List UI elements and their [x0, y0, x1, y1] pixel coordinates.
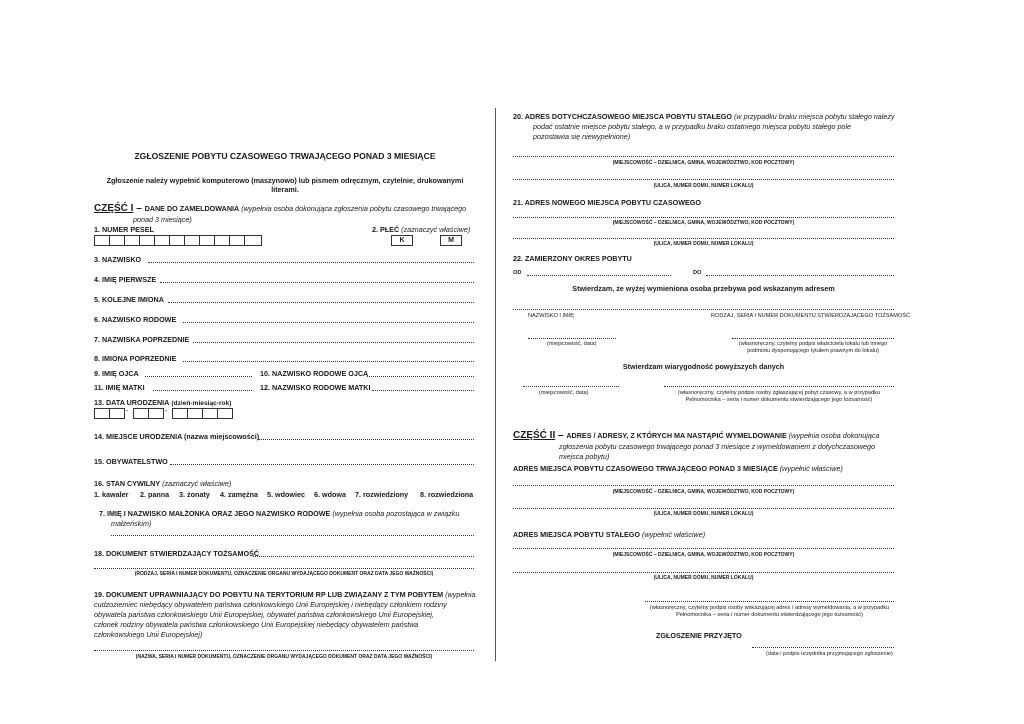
civil-option[interactable]: 3. żonaty — [179, 490, 210, 499]
perm-address-label: ADRES MIEJSCA POBYTU STAŁEGO — [513, 530, 640, 539]
citizenship-label: 15. OBYWATELSTWO — [94, 457, 168, 466]
id-doc-field-2[interactable] — [94, 568, 474, 569]
owner-id-caption: RODZAJ, SERIA I NUMER DOKUMENTU STWIERDZAJĄCEGO TOŻSAMOŚĆ — [711, 313, 911, 319]
birth-place-field[interactable] — [258, 439, 474, 440]
pesel-digit[interactable] — [199, 235, 215, 246]
owner-signature-field[interactable] — [732, 338, 894, 339]
owner-place-date-field[interactable] — [528, 338, 616, 339]
next-names-field[interactable] — [168, 302, 474, 303]
residence-note-3: obywatela państwa członkowskiego Unii Europejskiej, obywatel państwa członkowskiego Unii Europejskiej, — [94, 610, 434, 619]
residence-doc-label: 19. DOKUMENT UPRAWNIAJĄCY DO POBYTU NA TERYTORIUM RP LUB ZWIĄZANY Z TYM POBYTEM — [94, 590, 444, 599]
perm-locality-caption: (MIEJSCOWOŚĆ – DZIELNICA, GMINA, WOJEWÓDZTWO, KOD POCZTOWY) — [612, 552, 795, 558]
residence-note-2: cudzoziemiec niebędący obywatelem państwa członkowskiego Unii Europejskiej i niebędący członkiem rodziny — [94, 600, 447, 609]
pesel-digit[interactable] — [109, 235, 125, 246]
applicant-signature-field[interactable] — [664, 386, 894, 387]
part2-heading: CZĘŚĆ II — [513, 430, 556, 441]
new-locality-field[interactable] — [513, 217, 894, 218]
residence-note-5: członkowskiego Unii Europejskiej) — [94, 630, 203, 639]
spouse-field[interactable] — [111, 535, 474, 536]
pesel-digit[interactable] — [124, 235, 140, 246]
date-separator: - — [165, 408, 168, 415]
prev-names-field[interactable] — [183, 361, 474, 362]
confirm-owner-text: Stwierdzam, że wyżej wymieniona osoba przebywa pod wskazanym adresem — [572, 284, 835, 293]
period-from-field[interactable] — [527, 275, 671, 276]
date-digit[interactable] — [217, 408, 233, 419]
accepted-label: ZGŁOSZENIE PRZYJĘTO — [656, 631, 742, 640]
date-digit[interactable] — [133, 408, 149, 419]
permanent-locality-caption: (MIEJSCOWOŚĆ – DZIELNICA, GMINA, WOJEWÓDZTWO, KOD POCZTOWY) — [612, 160, 795, 166]
birth-place-label: 14. MIEJSCE URODZENIA (nazwa miejscowości) — [94, 432, 260, 441]
temp-street-field[interactable] — [513, 508, 894, 509]
period-to-field[interactable] — [706, 275, 894, 276]
form-title: ZGŁOSZENIE POBYTU CZASOWEGO TRWAJĄCEGO PONAD 3 MIESIĄCE — [134, 151, 436, 161]
period-to-label: DO — [693, 270, 702, 276]
column-divider — [495, 108, 496, 661]
temp-locality-caption: (MIEJSCOWOŚĆ – DZIELNICA, GMINA, WOJEWÓDZTWO, KOD POCZTOWY) — [612, 489, 795, 495]
family-name-field[interactable] — [183, 322, 474, 323]
spouse-line — [99, 509, 459, 518]
civil-status-note: (zaznaczyć właściwe) — [162, 479, 232, 488]
confirm-data-text: Stwierdzam wiarygodność powyższych danych — [622, 362, 785, 371]
residence-doc-line — [94, 590, 476, 599]
pesel-digit[interactable] — [244, 235, 262, 246]
applicant-signature-caption-2: Pełnomocnika – seria i numer dokumentu stwierdzającego jego tożsamość) — [685, 397, 873, 403]
deregistration-signature-field[interactable] — [645, 601, 894, 602]
sex-label-line — [372, 225, 470, 234]
owner-name-caption: NAZWISKO I IMIĘ — [528, 313, 574, 319]
temp-address-label: ADRES MIEJSCA POBYTU CZASOWEGO TRWAJĄCEGO PONAD 3 MIESIĄCE — [513, 464, 778, 473]
id-doc-field[interactable] — [253, 556, 474, 557]
family-name-label: 6. NAZWISKO RODOWE — [94, 315, 177, 324]
civil-option[interactable]: 4. zamężna — [220, 490, 258, 499]
father-name-label: 9. IMIĘ OJCA — [94, 369, 139, 378]
id-doc-caption: (RODZAJ, SERIA I NUMER DOKUMENTU, OZNACZENIE ORGANU WYDAJĄCEGO DOKUMENT ORAZ DATA JEGO WAŻNOŚCI) — [134, 571, 434, 577]
permanent-locality-field[interactable] — [513, 156, 894, 157]
birth-date-label: 13. DATA URODZENIA — [94, 398, 170, 407]
civil-option[interactable]: 5. wdowiec — [267, 490, 305, 499]
date-digit[interactable] — [94, 408, 110, 419]
permanent-note-2: podać ostatnie miejsce pobytu stałego, a w przypadku braku ostatniego miejsca pobytu stałego pole — [533, 122, 852, 131]
birth-date-note: (dzień-miesiąc-rok) — [171, 400, 232, 407]
pesel-digit[interactable] — [184, 235, 200, 246]
deregistration-signature-caption-1: (własnoręczny, czytelny podpis osoby wskazującej adres / adresy wymeldowania, a w przypadku — [649, 605, 890, 611]
part2-note-2: zgłoszenia pobytu czasowego trwającego ponad 3 miesiące z wymeldowaniem z dotychczasowego — [559, 442, 876, 451]
residence-note-4: członek rodziny obywatela państwa członkowskiego Unii Europejskiej niebędący obywatelem państwa — [94, 620, 419, 629]
civil-option[interactable]: 1. kawaler — [94, 490, 129, 499]
perm-locality-field[interactable] — [513, 548, 894, 549]
pesel-digit[interactable] — [94, 235, 110, 246]
prev-surnames-label: 7. NAZWISKA POPRZEDNIE — [94, 335, 190, 344]
sex-m-checkbox[interactable]: M — [440, 235, 462, 246]
perm-street-caption: (ULICA, NUMER DOMU, NUMER LOKALU) — [653, 575, 754, 581]
deregistration-signature-caption-2: Pełnomocnika – seria i numer dokumentu stwierdzającego jego tożsamość) — [676, 612, 863, 618]
residence-doc-field[interactable] — [94, 650, 474, 651]
permanent-note-1: (w przypadku braku miejsca pobytu stałego należy — [733, 112, 895, 121]
mother-name-label: 11. IMIĘ MATKI — [94, 383, 145, 392]
civil-option[interactable]: 8. rozwiedziona — [420, 490, 474, 499]
surname-field[interactable] — [148, 262, 474, 263]
permanent-heading-line — [513, 112, 895, 121]
spouse-note-2: małżeńskim) — [111, 519, 152, 528]
part1-heading: CZĘŚĆ I — [94, 203, 134, 214]
civil-status-label: 16. STAN CYWILNY — [94, 479, 161, 488]
civil-option[interactable]: 7. rozwiedziony — [355, 490, 409, 499]
pesel-digit[interactable] — [154, 235, 170, 246]
clerk-field[interactable] — [752, 647, 894, 648]
mother-family-label: 12. NAZWISKO RODOWE MATKI — [260, 383, 371, 392]
owner-place-date-caption: (miejscowość, data) — [547, 341, 597, 347]
owner-signature-caption-2: podmiotu dysponującego tytułem prawnym do lokalu) — [747, 348, 879, 354]
perm-address-note: (wypełnić właściwe) — [642, 530, 706, 539]
permanent-street-field[interactable] — [513, 179, 894, 180]
first-name-label: 4. IMIĘ PIERWSZE — [94, 275, 157, 284]
part1-note-2: ponad 3 miesiące) — [133, 215, 192, 224]
residence-doc-caption: (NAZWA, SERIA I NUMER DOKUMENTU, OZNACZENIE ORGANU WYDAJĄCEGO DOKUMENT ORAZ DATA JEGO WAŻNOŚCI) — [135, 654, 433, 660]
owner-signature-caption-1: (własnoręczny, czytelny podpis właściciela lokalu lub innego — [738, 341, 888, 347]
temp-address-note: (wypełnić właściwe) — [779, 464, 843, 473]
part1-subtitle: DANE DO ZAMELDOWANIA — [144, 204, 240, 213]
sex-k-checkbox[interactable]: K — [391, 235, 413, 246]
pesel-label: 1. NUMER PESEL — [94, 225, 154, 234]
pesel-digit[interactable] — [214, 235, 230, 246]
id-doc-label: 18. DOKUMENT STWIERDZAJĄCY TOŻSAMOŚĆ — [94, 549, 260, 558]
temp-locality-field[interactable] — [513, 485, 894, 486]
new-locality-caption: (MIEJSCOWOŚĆ – DZIELNICA, GMINA, WOJEWÓDZTWO, KOD POCZTOWY) — [612, 220, 795, 226]
perm-street-field[interactable] — [513, 572, 894, 573]
residence-note-1: (wypełnia — [445, 590, 476, 599]
prev-surnames-field[interactable] — [193, 342, 474, 343]
temp-street-caption: (ULICA, NUMER DOMU, NUMER LOKALU) — [653, 511, 754, 517]
birth-date-line — [94, 398, 231, 407]
pesel-digit[interactable] — [229, 235, 245, 246]
planned-period-label: 22. ZAMIERZONY OKRES POBYTU — [513, 254, 632, 263]
part2-dash: – — [555, 430, 567, 441]
part2-note-3: miejsca pobytu) — [559, 452, 610, 461]
part2-subtitle: ADRES / ADRESY, Z KTÓRYCH MA NASTĄPIĆ WYMELDOWANIE — [566, 431, 787, 440]
date-digit[interactable] — [187, 408, 203, 419]
owner-name-field[interactable] — [513, 309, 894, 310]
pesel-digit[interactable] — [139, 235, 155, 246]
permanent-note-3: pozostawia się niewypełnione) — [533, 132, 631, 141]
part1-dash: – — [133, 203, 145, 214]
prev-names-label: 8. IMIONA POPRZEDNIE — [94, 354, 177, 363]
sex-note: (zaznaczyć właściwe) — [401, 225, 471, 234]
father-family-label: 10. NAZWISKO RODOWE OJCA — [260, 369, 369, 378]
clerk-caption: (data i podpis urzędnika przyjmującego zgłoszenie) — [766, 651, 893, 657]
new-address-label: 21. ADRES NOWEGO MIEJSCA POBYTU CZASOWEGO — [513, 198, 701, 207]
date-digit[interactable] — [172, 408, 188, 419]
sex-label: 2. PŁEĆ — [372, 225, 400, 234]
surname-label: 3. NAZWISKO — [94, 255, 142, 264]
permanent-street-caption: (ULICA, NUMER DOMU, NUMER LOKALU) — [653, 183, 754, 189]
temp-address-line — [513, 464, 843, 473]
new-street-caption: (ULICA, NUMER DOMU, NUMER LOKALU) — [653, 241, 754, 247]
perm-address-line — [513, 530, 705, 539]
intro-line-2: literami. — [271, 185, 299, 194]
applicant-place-date-caption: (miejscowość, data) — [539, 390, 589, 396]
new-street-field[interactable] — [513, 238, 894, 239]
date-digit[interactable] — [202, 408, 218, 419]
next-names-label: 5. KOLEJNE IMIONA — [94, 295, 164, 304]
date-digit[interactable] — [148, 408, 164, 419]
part2-heading-line — [513, 430, 880, 441]
intro-line-1: Zgłoszenie należy wypełnić komputerowo (maszynowo) lub pismem odręcznym, czytelnie, drukowanymi — [106, 176, 464, 185]
pesel-digit[interactable] — [169, 235, 185, 246]
date-digit[interactable] — [109, 408, 125, 419]
permanent-heading: 20. ADRES DOTYCHCZASOWEGO MIEJSCA POBYTU STAŁEGO — [513, 112, 732, 121]
spouse-label: 7. IMIĘ I NAZWISKO MAŁŻONKA ORAZ JEGO NAZWISKO RODOWE — [99, 509, 331, 518]
part1-note: (wypełnia osoba dokonująca zgłoszenia pobytu czasowego trwającego — [241, 204, 467, 213]
period-from-label: OD — [513, 270, 522, 276]
civil-status-line — [94, 479, 231, 488]
spouse-note: (wypełnia osoba pozostająca w związku — [332, 509, 460, 518]
part2-note-1: (wypełnia osoba dokonująca — [788, 431, 880, 440]
date-separator: - — [126, 408, 129, 415]
applicant-signature-caption-1: (własnoręczny, czytelny podpis osoby zgłaszającej pobyt czasowy, a w przypadku — [677, 390, 881, 396]
civil-option[interactable]: 6. wdowa — [314, 490, 346, 499]
mother-name-field[interactable] — [153, 390, 252, 391]
part1-heading-line — [94, 203, 466, 214]
mother-family-field[interactable] — [372, 390, 474, 391]
applicant-place-date-field[interactable] — [523, 386, 619, 387]
father-name-field[interactable] — [145, 376, 252, 377]
father-family-field[interactable] — [367, 376, 474, 377]
citizenship-field[interactable] — [170, 464, 474, 465]
civil-option[interactable]: 2. panna — [140, 490, 170, 499]
first-name-field[interactable] — [160, 282, 474, 283]
